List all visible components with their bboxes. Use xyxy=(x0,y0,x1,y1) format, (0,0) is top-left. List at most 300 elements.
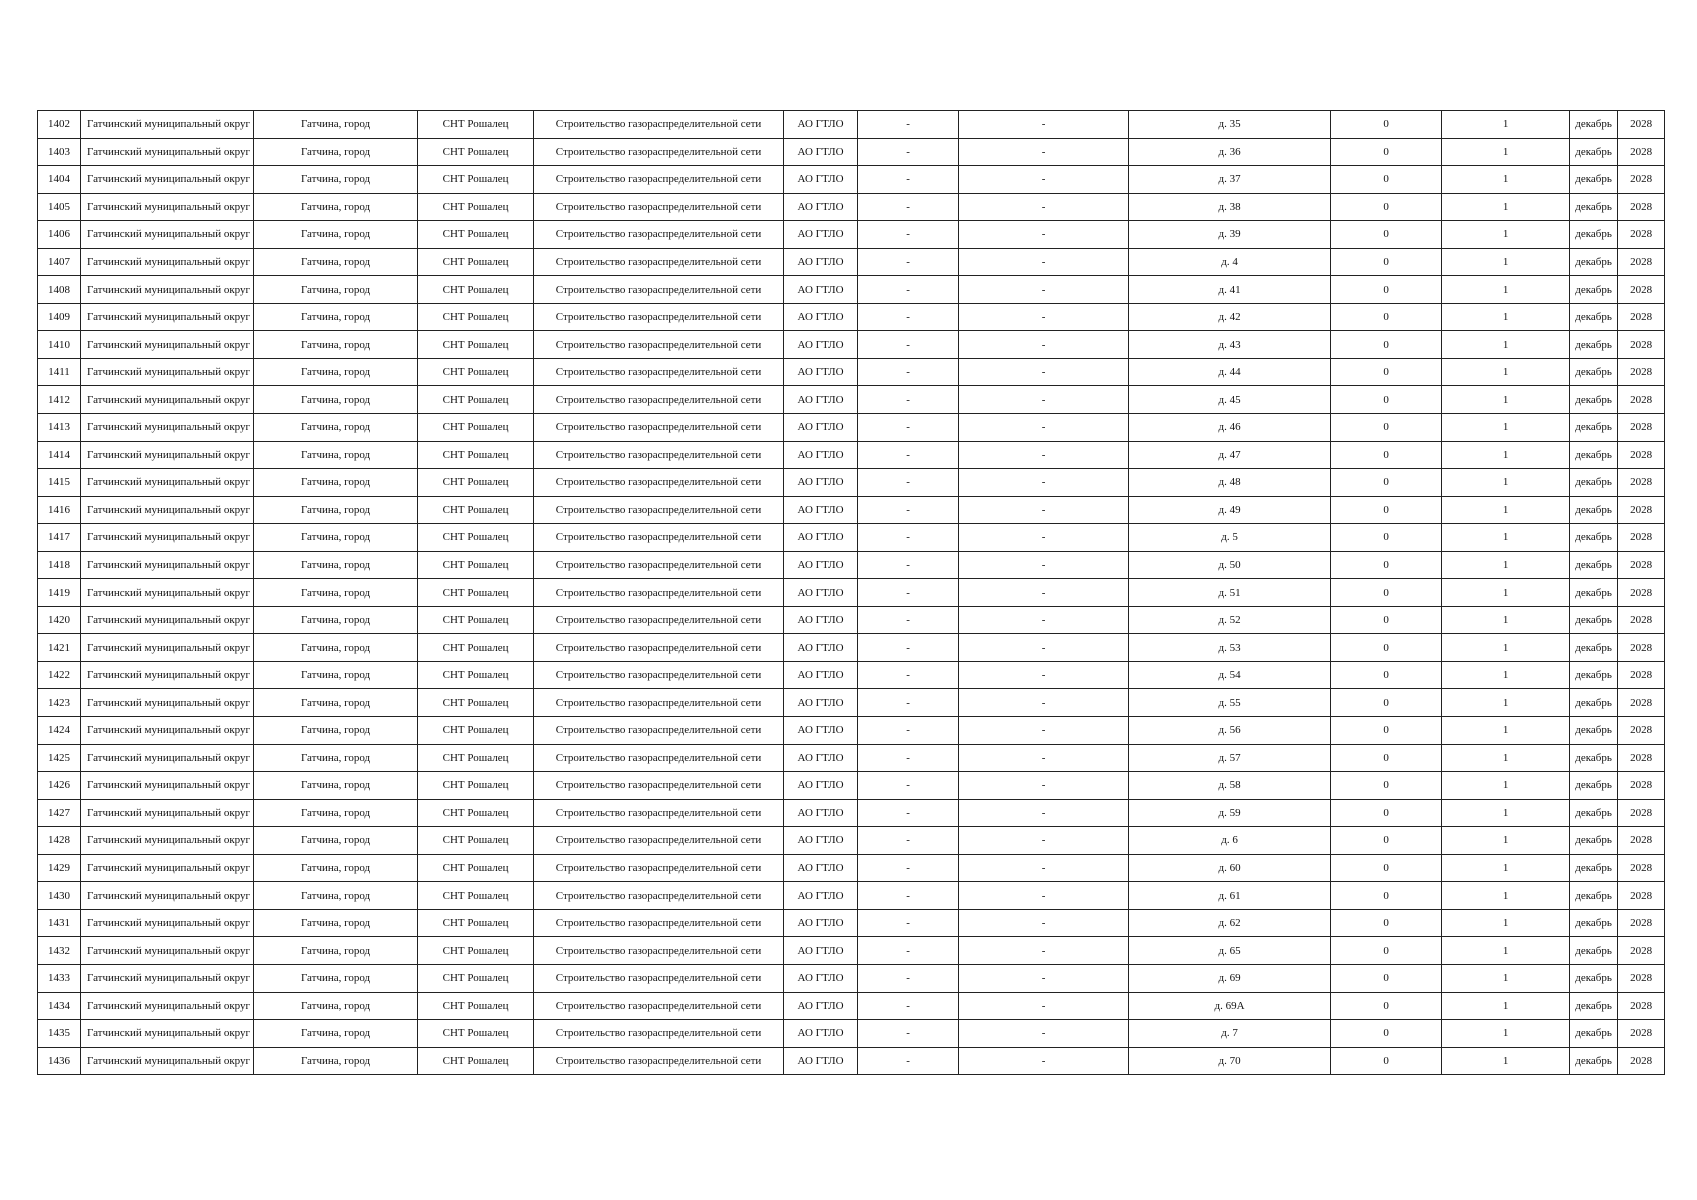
district-cell: Гатчинский муниципальный округ xyxy=(81,909,254,937)
street-cell: СНТ Рошалец xyxy=(418,441,534,469)
empty-dash-cell: - xyxy=(858,469,959,497)
value-one-cell: 1 xyxy=(1442,827,1570,855)
street-cell: СНТ Рошалец xyxy=(418,937,534,965)
empty-dash-cell: - xyxy=(959,469,1129,497)
value-one-cell: 1 xyxy=(1442,441,1570,469)
row-number-cell: 1422 xyxy=(38,661,81,689)
work-type-cell: Строительство газораспределительной сети xyxy=(534,248,784,276)
year-cell: 2028 xyxy=(1618,551,1665,579)
work-type-cell: Строительство газораспределительной сети xyxy=(534,772,784,800)
value-zero-cell: 0 xyxy=(1331,111,1442,139)
value-zero-cell: 0 xyxy=(1331,331,1442,359)
district-cell: Гатчинский муниципальный округ xyxy=(81,799,254,827)
organization-cell: АО ГТЛО xyxy=(784,166,858,194)
table-row xyxy=(38,276,1665,304)
table-row xyxy=(38,524,1665,552)
empty-dash-cell: - xyxy=(858,358,959,386)
empty-dash-cell: - xyxy=(858,827,959,855)
table-row xyxy=(38,414,1665,442)
empty-dash-cell: - xyxy=(959,111,1129,139)
street-cell: СНТ Рошалец xyxy=(418,303,534,331)
value-one-cell: 1 xyxy=(1442,193,1570,221)
value-one-cell: 1 xyxy=(1442,358,1570,386)
work-type-cell: Строительство газораспределительной сети xyxy=(534,193,784,221)
locality-cell: Гатчина, город xyxy=(254,579,418,607)
empty-dash-cell: - xyxy=(959,717,1129,745)
year-cell: 2028 xyxy=(1618,717,1665,745)
row-number-cell: 1414 xyxy=(38,441,81,469)
table-row xyxy=(38,303,1665,331)
house-number-cell: д. 59 xyxy=(1129,799,1331,827)
district-cell: Гатчинский муниципальный округ xyxy=(81,937,254,965)
value-zero-cell: 0 xyxy=(1331,579,1442,607)
year-cell: 2028 xyxy=(1618,1020,1665,1048)
row-number-cell: 1436 xyxy=(38,1047,81,1075)
district-cell: Гатчинский муниципальный округ xyxy=(81,992,254,1020)
street-cell: СНТ Рошалец xyxy=(418,964,534,992)
work-type-cell: Строительство газораспределительной сети xyxy=(534,882,784,910)
organization-cell: АО ГТЛО xyxy=(784,964,858,992)
street-cell: СНТ Рошалец xyxy=(418,469,534,497)
row-number-cell: 1409 xyxy=(38,303,81,331)
value-one-cell: 1 xyxy=(1442,303,1570,331)
empty-dash-cell: - xyxy=(858,441,959,469)
row-number-cell: 1427 xyxy=(38,799,81,827)
row-number-cell: 1418 xyxy=(38,551,81,579)
value-one-cell: 1 xyxy=(1442,661,1570,689)
empty-dash-cell: - xyxy=(959,166,1129,194)
district-cell: Гатчинский муниципальный округ xyxy=(81,1047,254,1075)
empty-dash-cell: - xyxy=(959,331,1129,359)
house-number-cell: д. 6 xyxy=(1129,827,1331,855)
empty-dash-cell: - xyxy=(858,964,959,992)
house-number-cell: д. 39 xyxy=(1129,221,1331,249)
work-type-cell: Строительство газораспределительной сети xyxy=(534,827,784,855)
value-one-cell: 1 xyxy=(1442,937,1570,965)
district-cell: Гатчинский муниципальный округ xyxy=(81,579,254,607)
district-cell: Гатчинский муниципальный округ xyxy=(81,358,254,386)
value-one-cell: 1 xyxy=(1442,992,1570,1020)
value-one-cell: 1 xyxy=(1442,1020,1570,1048)
empty-dash-cell: - xyxy=(959,1047,1129,1075)
organization-cell: АО ГТЛО xyxy=(784,524,858,552)
value-zero-cell: 0 xyxy=(1331,909,1442,937)
month-cell: декабрь xyxy=(1570,414,1618,442)
month-cell: декабрь xyxy=(1570,882,1618,910)
locality-cell: Гатчина, город xyxy=(254,744,418,772)
work-type-cell: Строительство газораспределительной сети xyxy=(534,331,784,359)
organization-cell: АО ГТЛО xyxy=(784,937,858,965)
table-row xyxy=(38,799,1665,827)
empty-dash-cell: - xyxy=(959,744,1129,772)
locality-cell: Гатчина, город xyxy=(254,717,418,745)
row-number-cell: 1411 xyxy=(38,358,81,386)
organization-cell: АО ГТЛО xyxy=(784,414,858,442)
empty-dash-cell: - xyxy=(858,524,959,552)
house-number-cell: д. 42 xyxy=(1129,303,1331,331)
value-zero-cell: 0 xyxy=(1331,937,1442,965)
year-cell: 2028 xyxy=(1618,331,1665,359)
organization-cell: АО ГТЛО xyxy=(784,634,858,662)
value-one-cell: 1 xyxy=(1442,111,1570,139)
month-cell: декабрь xyxy=(1570,496,1618,524)
table-row xyxy=(38,358,1665,386)
value-one-cell: 1 xyxy=(1442,524,1570,552)
house-number-cell: д. 52 xyxy=(1129,606,1331,634)
empty-dash-cell: - xyxy=(858,386,959,414)
work-type-cell: Строительство газораспределительной сети xyxy=(534,414,784,442)
empty-dash-cell: - xyxy=(959,358,1129,386)
organization-cell: АО ГТЛО xyxy=(784,689,858,717)
locality-cell: Гатчина, город xyxy=(254,606,418,634)
month-cell: декабрь xyxy=(1570,551,1618,579)
street-cell: СНТ Рошалец xyxy=(418,221,534,249)
organization-cell: АО ГТЛО xyxy=(784,799,858,827)
locality-cell: Гатчина, город xyxy=(254,854,418,882)
street-cell: СНТ Рошалец xyxy=(418,386,534,414)
district-cell: Гатчинский муниципальный округ xyxy=(81,717,254,745)
month-cell: декабрь xyxy=(1570,303,1618,331)
street-cell: СНТ Рошалец xyxy=(418,909,534,937)
month-cell: декабрь xyxy=(1570,772,1618,800)
street-cell: СНТ Рошалец xyxy=(418,496,534,524)
empty-dash-cell: - xyxy=(858,634,959,662)
empty-dash-cell: - xyxy=(959,909,1129,937)
organization-cell: АО ГТЛО xyxy=(784,882,858,910)
district-cell: Гатчинский муниципальный округ xyxy=(81,772,254,800)
value-one-cell: 1 xyxy=(1442,744,1570,772)
row-number-cell: 1421 xyxy=(38,634,81,662)
table-body xyxy=(38,111,1665,1075)
value-one-cell: 1 xyxy=(1442,276,1570,304)
empty-dash-cell: - xyxy=(858,661,959,689)
row-number-cell: 1435 xyxy=(38,1020,81,1048)
empty-dash-cell: - xyxy=(858,221,959,249)
table-row xyxy=(38,992,1665,1020)
month-cell: декабрь xyxy=(1570,854,1618,882)
table-row xyxy=(38,909,1665,937)
district-cell: Гатчинский муниципальный округ xyxy=(81,276,254,304)
district-cell: Гатчинский муниципальный округ xyxy=(81,386,254,414)
value-zero-cell: 0 xyxy=(1331,882,1442,910)
work-type-cell: Строительство газораспределительной сети xyxy=(534,799,784,827)
house-number-cell: д. 4 xyxy=(1129,248,1331,276)
work-type-cell: Строительство газораспределительной сети xyxy=(534,606,784,634)
organization-cell: АО ГТЛО xyxy=(784,579,858,607)
month-cell: декабрь xyxy=(1570,964,1618,992)
work-type-cell: Строительство газораспределительной сети xyxy=(534,634,784,662)
organization-cell: АО ГТЛО xyxy=(784,1020,858,1048)
house-number-cell: д. 54 xyxy=(1129,661,1331,689)
gasification-schedule-table xyxy=(37,110,1665,1075)
street-cell: СНТ Рошалец xyxy=(418,358,534,386)
empty-dash-cell: - xyxy=(959,606,1129,634)
value-zero-cell: 0 xyxy=(1331,441,1442,469)
value-zero-cell: 0 xyxy=(1331,689,1442,717)
organization-cell: АО ГТЛО xyxy=(784,1047,858,1075)
district-cell: Гатчинский муниципальный округ xyxy=(81,661,254,689)
house-number-cell: д. 45 xyxy=(1129,386,1331,414)
table-row xyxy=(38,882,1665,910)
value-zero-cell: 0 xyxy=(1331,276,1442,304)
value-one-cell: 1 xyxy=(1442,579,1570,607)
empty-dash-cell: - xyxy=(959,689,1129,717)
organization-cell: АО ГТЛО xyxy=(784,551,858,579)
year-cell: 2028 xyxy=(1618,441,1665,469)
house-number-cell: д. 62 xyxy=(1129,909,1331,937)
value-one-cell: 1 xyxy=(1442,496,1570,524)
district-cell: Гатчинский муниципальный округ xyxy=(81,414,254,442)
locality-cell: Гатчина, город xyxy=(254,634,418,662)
street-cell: СНТ Рошалец xyxy=(418,138,534,166)
empty-dash-cell: - xyxy=(858,1047,959,1075)
district-cell: Гатчинский муниципальный округ xyxy=(81,303,254,331)
value-zero-cell: 0 xyxy=(1331,166,1442,194)
month-cell: декабрь xyxy=(1570,579,1618,607)
table-row xyxy=(38,579,1665,607)
empty-dash-cell: - xyxy=(858,772,959,800)
district-cell: Гатчинский муниципальный округ xyxy=(81,441,254,469)
empty-dash-cell: - xyxy=(858,111,959,139)
empty-dash-cell: - xyxy=(858,551,959,579)
house-number-cell: д. 7 xyxy=(1129,1020,1331,1048)
house-number-cell: д. 53 xyxy=(1129,634,1331,662)
month-cell: декабрь xyxy=(1570,606,1618,634)
empty-dash-cell: - xyxy=(858,909,959,937)
value-one-cell: 1 xyxy=(1442,138,1570,166)
work-type-cell: Строительство газораспределительной сети xyxy=(534,854,784,882)
locality-cell: Гатчина, город xyxy=(254,441,418,469)
year-cell: 2028 xyxy=(1618,799,1665,827)
month-cell: декабрь xyxy=(1570,744,1618,772)
street-cell: СНТ Рошалец xyxy=(418,717,534,745)
value-one-cell: 1 xyxy=(1442,606,1570,634)
empty-dash-cell: - xyxy=(858,331,959,359)
organization-cell: АО ГТЛО xyxy=(784,331,858,359)
value-one-cell: 1 xyxy=(1442,799,1570,827)
month-cell: декабрь xyxy=(1570,827,1618,855)
house-number-cell: д. 69 xyxy=(1129,964,1331,992)
table-row xyxy=(38,138,1665,166)
street-cell: СНТ Рошалец xyxy=(418,551,534,579)
locality-cell: Гатчина, город xyxy=(254,303,418,331)
district-cell: Гатчинский муниципальный округ xyxy=(81,551,254,579)
month-cell: декабрь xyxy=(1570,276,1618,304)
month-cell: декабрь xyxy=(1570,1020,1618,1048)
row-number-cell: 1406 xyxy=(38,221,81,249)
table-row xyxy=(38,331,1665,359)
year-cell: 2028 xyxy=(1618,414,1665,442)
empty-dash-cell: - xyxy=(959,414,1129,442)
year-cell: 2028 xyxy=(1618,248,1665,276)
row-number-cell: 1419 xyxy=(38,579,81,607)
value-one-cell: 1 xyxy=(1442,882,1570,910)
month-cell: декабрь xyxy=(1570,909,1618,937)
work-type-cell: Строительство газораспределительной сети xyxy=(534,303,784,331)
district-cell: Гатчинский муниципальный округ xyxy=(81,111,254,139)
locality-cell: Гатчина, город xyxy=(254,331,418,359)
organization-cell: АО ГТЛО xyxy=(784,909,858,937)
house-number-cell: д. 65 xyxy=(1129,937,1331,965)
month-cell: декабрь xyxy=(1570,992,1618,1020)
locality-cell: Гатчина, город xyxy=(254,524,418,552)
house-number-cell: д. 37 xyxy=(1129,166,1331,194)
month-cell: декабрь xyxy=(1570,138,1618,166)
house-number-cell: д. 36 xyxy=(1129,138,1331,166)
organization-cell: АО ГТЛО xyxy=(784,358,858,386)
empty-dash-cell: - xyxy=(959,524,1129,552)
district-cell: Гатчинский муниципальный округ xyxy=(81,331,254,359)
year-cell: 2028 xyxy=(1618,689,1665,717)
locality-cell: Гатчина, город xyxy=(254,496,418,524)
table-row xyxy=(38,469,1665,497)
district-cell: Гатчинский муниципальный округ xyxy=(81,166,254,194)
month-cell: декабрь xyxy=(1570,111,1618,139)
work-type-cell: Строительство газораспределительной сети xyxy=(534,524,784,552)
table-row xyxy=(38,606,1665,634)
street-cell: СНТ Рошалец xyxy=(418,634,534,662)
table-row xyxy=(38,248,1665,276)
house-number-cell: д. 55 xyxy=(1129,689,1331,717)
empty-dash-cell: - xyxy=(959,799,1129,827)
work-type-cell: Строительство газораспределительной сети xyxy=(534,717,784,745)
value-one-cell: 1 xyxy=(1442,166,1570,194)
year-cell: 2028 xyxy=(1618,661,1665,689)
empty-dash-cell: - xyxy=(959,386,1129,414)
row-number-cell: 1433 xyxy=(38,964,81,992)
work-type-cell: Строительство газораспределительной сети xyxy=(534,551,784,579)
year-cell: 2028 xyxy=(1618,579,1665,607)
value-one-cell: 1 xyxy=(1442,1047,1570,1075)
row-number-cell: 1426 xyxy=(38,772,81,800)
locality-cell: Гатчина, город xyxy=(254,166,418,194)
month-cell: декабрь xyxy=(1570,441,1618,469)
empty-dash-cell: - xyxy=(858,276,959,304)
organization-cell: АО ГТЛО xyxy=(784,276,858,304)
month-cell: декабрь xyxy=(1570,1047,1618,1075)
house-number-cell: д. 48 xyxy=(1129,469,1331,497)
value-zero-cell: 0 xyxy=(1331,248,1442,276)
value-zero-cell: 0 xyxy=(1331,772,1442,800)
organization-cell: АО ГТЛО xyxy=(784,992,858,1020)
street-cell: СНТ Рошалец xyxy=(418,248,534,276)
value-zero-cell: 0 xyxy=(1331,606,1442,634)
locality-cell: Гатчина, город xyxy=(254,882,418,910)
organization-cell: АО ГТЛО xyxy=(784,772,858,800)
empty-dash-cell: - xyxy=(959,827,1129,855)
organization-cell: АО ГТЛО xyxy=(784,248,858,276)
value-one-cell: 1 xyxy=(1442,634,1570,662)
locality-cell: Гатчина, город xyxy=(254,689,418,717)
empty-dash-cell: - xyxy=(858,193,959,221)
year-cell: 2028 xyxy=(1618,744,1665,772)
locality-cell: Гатчина, город xyxy=(254,799,418,827)
value-zero-cell: 0 xyxy=(1331,221,1442,249)
empty-dash-cell: - xyxy=(959,221,1129,249)
month-cell: декабрь xyxy=(1570,689,1618,717)
district-cell: Гатчинский муниципальный округ xyxy=(81,496,254,524)
locality-cell: Гатчина, город xyxy=(254,358,418,386)
organization-cell: АО ГТЛО xyxy=(784,303,858,331)
value-zero-cell: 0 xyxy=(1331,138,1442,166)
house-number-cell: д. 69А xyxy=(1129,992,1331,1020)
street-cell: СНТ Рошалец xyxy=(418,799,534,827)
row-number-cell: 1428 xyxy=(38,827,81,855)
organization-cell: АО ГТЛО xyxy=(784,221,858,249)
house-number-cell: д. 70 xyxy=(1129,1047,1331,1075)
table-row xyxy=(38,441,1665,469)
empty-dash-cell: - xyxy=(959,551,1129,579)
year-cell: 2028 xyxy=(1618,854,1665,882)
value-zero-cell: 0 xyxy=(1331,964,1442,992)
work-type-cell: Строительство газораспределительной сети xyxy=(534,1020,784,1048)
year-cell: 2028 xyxy=(1618,276,1665,304)
empty-dash-cell: - xyxy=(858,579,959,607)
empty-dash-cell: - xyxy=(858,992,959,1020)
value-zero-cell: 0 xyxy=(1331,1047,1442,1075)
value-one-cell: 1 xyxy=(1442,909,1570,937)
house-number-cell: д. 47 xyxy=(1129,441,1331,469)
empty-dash-cell: - xyxy=(959,496,1129,524)
value-one-cell: 1 xyxy=(1442,551,1570,579)
row-number-cell: 1425 xyxy=(38,744,81,772)
locality-cell: Гатчина, город xyxy=(254,1047,418,1075)
work-type-cell: Строительство газораспределительной сети xyxy=(534,358,784,386)
year-cell: 2028 xyxy=(1618,524,1665,552)
row-number-cell: 1412 xyxy=(38,386,81,414)
street-cell: СНТ Рошалец xyxy=(418,606,534,634)
empty-dash-cell: - xyxy=(858,138,959,166)
district-cell: Гатчинский муниципальный округ xyxy=(81,606,254,634)
house-number-cell: д. 41 xyxy=(1129,276,1331,304)
work-type-cell: Строительство газораспределительной сети xyxy=(534,138,784,166)
locality-cell: Гатчина, город xyxy=(254,248,418,276)
street-cell: СНТ Рошалец xyxy=(418,276,534,304)
empty-dash-cell: - xyxy=(959,303,1129,331)
street-cell: СНТ Рошалец xyxy=(418,744,534,772)
month-cell: декабрь xyxy=(1570,166,1618,194)
street-cell: СНТ Рошалец xyxy=(418,1020,534,1048)
month-cell: декабрь xyxy=(1570,661,1618,689)
house-number-cell: д. 43 xyxy=(1129,331,1331,359)
street-cell: СНТ Рошалец xyxy=(418,111,534,139)
locality-cell: Гатчина, город xyxy=(254,469,418,497)
year-cell: 2028 xyxy=(1618,992,1665,1020)
year-cell: 2028 xyxy=(1618,221,1665,249)
work-type-cell: Строительство газораспределительной сети xyxy=(534,111,784,139)
street-cell: СНТ Рошалец xyxy=(418,331,534,359)
year-cell: 2028 xyxy=(1618,606,1665,634)
value-one-cell: 1 xyxy=(1442,386,1570,414)
row-number-cell: 1408 xyxy=(38,276,81,304)
row-number-cell: 1410 xyxy=(38,331,81,359)
table-row xyxy=(38,964,1665,992)
year-cell: 2028 xyxy=(1618,166,1665,194)
empty-dash-cell: - xyxy=(959,937,1129,965)
row-number-cell: 1403 xyxy=(38,138,81,166)
table-row xyxy=(38,661,1665,689)
street-cell: СНТ Рошалец xyxy=(418,827,534,855)
work-type-cell: Строительство газораспределительной сети xyxy=(534,496,784,524)
locality-cell: Гатчина, город xyxy=(254,138,418,166)
table-row xyxy=(38,386,1665,414)
organization-cell: АО ГТЛО xyxy=(784,193,858,221)
value-one-cell: 1 xyxy=(1442,221,1570,249)
month-cell: декабрь xyxy=(1570,193,1618,221)
empty-dash-cell: - xyxy=(858,689,959,717)
district-cell: Гатчинский муниципальный округ xyxy=(81,882,254,910)
district-cell: Гатчинский муниципальный округ xyxy=(81,689,254,717)
